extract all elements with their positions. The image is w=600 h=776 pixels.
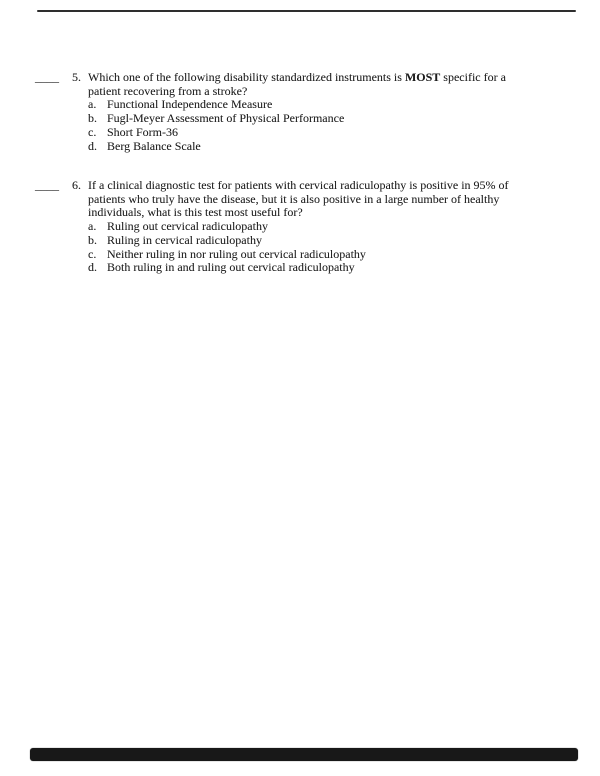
scan-artifact-bottom-bar (30, 748, 578, 761)
option-text: Fugl-Meyer Assessment of Physical Performance (107, 111, 345, 126)
stem-text: Which one of the following disability standardized instruments is (88, 70, 405, 84)
option-row-a (88, 98, 593, 112)
scan-artifact-top-line (37, 10, 576, 12)
question-number: 6. (72, 178, 81, 192)
options-list (88, 220, 593, 275)
option-row-b (88, 112, 593, 126)
option-text: Berg Balance Scale (107, 138, 201, 153)
option-row-a (88, 220, 593, 234)
answer-blank[interactable]: ____ (35, 70, 59, 84)
option-letter: d. (88, 260, 97, 275)
question-stem (88, 179, 593, 220)
question-stem (88, 71, 593, 98)
option-letter: c. (88, 124, 97, 139)
stem-text: individuals, what is this test most useful for? (88, 205, 303, 220)
options-list (88, 98, 593, 153)
option-letter: a. (88, 219, 97, 234)
option-letter: c. (88, 246, 97, 261)
option-row-d (88, 261, 593, 275)
option-letter: b. (88, 111, 97, 126)
option-text: Ruling out cervical radiculopathy (107, 219, 268, 234)
answer-blank[interactable]: ____ (35, 178, 59, 192)
question-body (88, 71, 593, 153)
option-text: Neither ruling in nor ruling out cervical radiculopathy (107, 246, 366, 261)
bold-emphasis: MOST (404, 70, 441, 84)
question-body (88, 179, 593, 275)
option-letter: d. (88, 138, 97, 153)
option-text: Both ruling in and ruling out cervical radiculopathy (107, 260, 355, 275)
option-row-b (88, 234, 593, 248)
option-text: Functional Independence Measure (107, 97, 273, 112)
option-text: Short Form-36 (107, 124, 179, 139)
stem-text: patients who truly have the disease, but it is also positive in a large number of healthy (88, 191, 500, 206)
option-letter: b. (88, 232, 97, 247)
stem-text: patient recovering from a stroke? (88, 83, 248, 98)
stem-text: If a clinical diagnostic test for patients with cervical radiculopathy is positive in 95% of (88, 178, 509, 192)
option-row-d (88, 140, 593, 154)
question-number: 5. (72, 70, 81, 84)
option-letter: a. (88, 97, 97, 112)
option-row-c (88, 126, 593, 140)
stem-text: specific for a (440, 70, 506, 84)
option-row-c (88, 248, 593, 262)
option-text: Ruling in cervical radiculopathy (107, 232, 262, 247)
